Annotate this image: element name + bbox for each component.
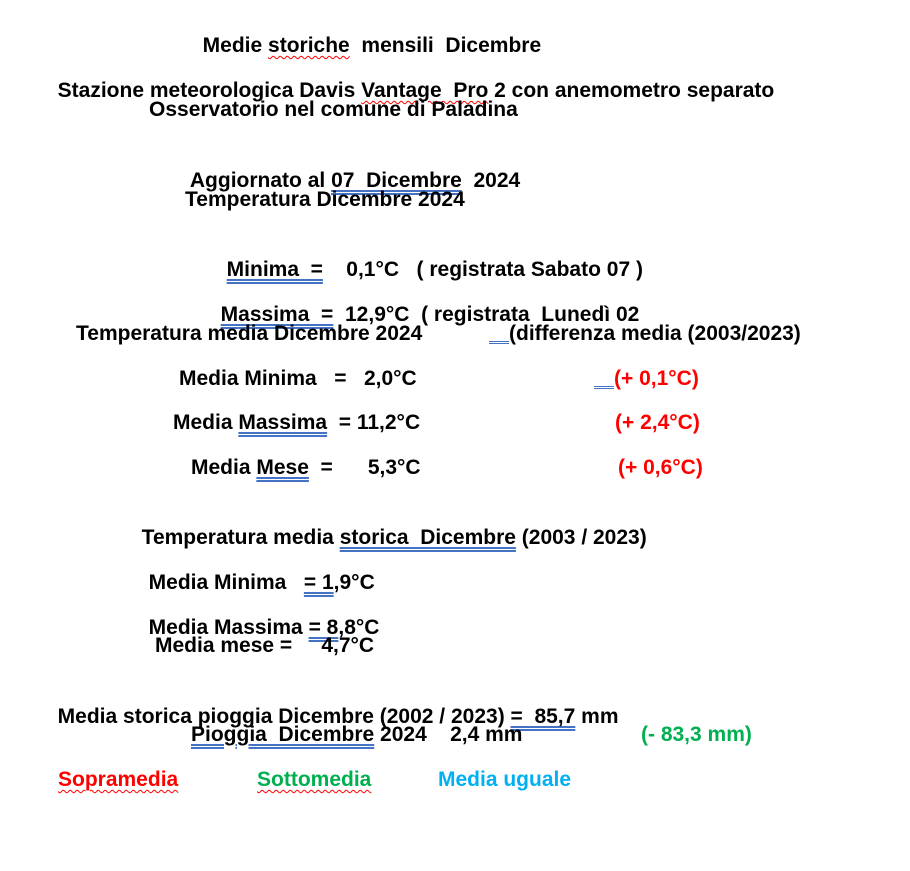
title-text-rest: mensili Dicembre	[349, 34, 542, 57]
current-rain-row	[191, 722, 791, 748]
current-rain-value: 2024 2,4 mm	[374, 723, 523, 746]
legend-equal-average: Media uguale	[438, 768, 572, 791]
current-rain-diff: (- 83,3 mm)	[641, 723, 752, 746]
mese-underlined: Mese	[256, 456, 309, 479]
minima-label: Minima =	[226, 258, 323, 281]
current-media-mese-diff: (+ 0,6°C)	[618, 456, 703, 479]
media-heading-line	[76, 321, 876, 347]
minima-value: 0,1°C ( registrata Sabato 07 )	[322, 258, 643, 281]
temperature-heading: Temperatura Dicembre 2024	[185, 188, 465, 211]
station-text-rest: 2 con anemometro separato	[488, 79, 775, 102]
current-rain-label: Pioggia Dicembre	[191, 723, 375, 746]
historical-media-massima: Media Massima = 8,8°C	[148, 616, 380, 639]
massima-line	[209, 276, 640, 326]
station-line	[46, 52, 775, 102]
updated-date: 07 Dicembre	[331, 169, 462, 192]
blank-underline	[594, 384, 614, 389]
legend-above-average: Sopramedia	[58, 768, 179, 791]
station-text: Stazione meteorologica Davis	[57, 79, 362, 102]
historical-massima-eq: = 8	[308, 616, 339, 639]
updated-line	[179, 142, 521, 192]
current-media-mese-row	[191, 455, 731, 481]
updated-label: Aggiornato al	[189, 169, 332, 192]
current-media-massima-text: Media Massima = 11,2°C	[173, 411, 421, 434]
legend-below-average: Sottomedia	[257, 768, 372, 791]
legend	[58, 767, 658, 793]
current-media-massima-row	[173, 410, 733, 436]
media-heading-text: Temperatura media Dicembre 2024	[76, 322, 423, 345]
historical-media-minima: Media Minima = 1,9°C	[148, 571, 375, 594]
current-media-minima-row	[179, 366, 739, 392]
blank-underline	[489, 339, 509, 344]
page-title	[191, 7, 542, 57]
title-text-storiche: storiche	[268, 34, 350, 57]
current-media-minima-text: Media Minima = 2,0°C	[179, 367, 417, 390]
observatory-line: Osservatorio nel comune di Paladina	[149, 98, 518, 121]
historical-media-mese: Media mese = 4,7°C	[155, 634, 375, 657]
current-rain-text	[191, 722, 522, 748]
historical-heading-underlined: storica Dicembre	[339, 526, 516, 549]
historical-heading: Temperatura media storica Dicembre (2003 / 2023)	[141, 526, 647, 549]
station-model: Vantage Pro	[361, 79, 489, 102]
massima-label: Massima =	[220, 303, 334, 326]
massima-underlined: Massima	[238, 411, 328, 434]
minima-line	[215, 231, 643, 281]
historical-minima-eq: = 1	[303, 571, 334, 594]
current-media-minima-diff: (+ 0,1°C)	[614, 367, 699, 390]
media-heading-diff-label: (differenza media (2003/2023)	[509, 322, 801, 345]
historical-rain-value: = 85,7	[510, 705, 576, 728]
historical-rain-line: Media storica pioggia Dicembre (2002 / 2023) = 85,7 mm	[57, 705, 619, 728]
current-media-massima-diff: (+ 2,4°C)	[615, 411, 700, 434]
title-text: Medie	[202, 34, 269, 57]
updated-year: 2024	[461, 169, 521, 192]
current-media-mese-text: Media Mese = 5,3°C	[191, 456, 421, 479]
massima-value: 12,9°C ( registrata Lunedì 02	[333, 303, 640, 326]
